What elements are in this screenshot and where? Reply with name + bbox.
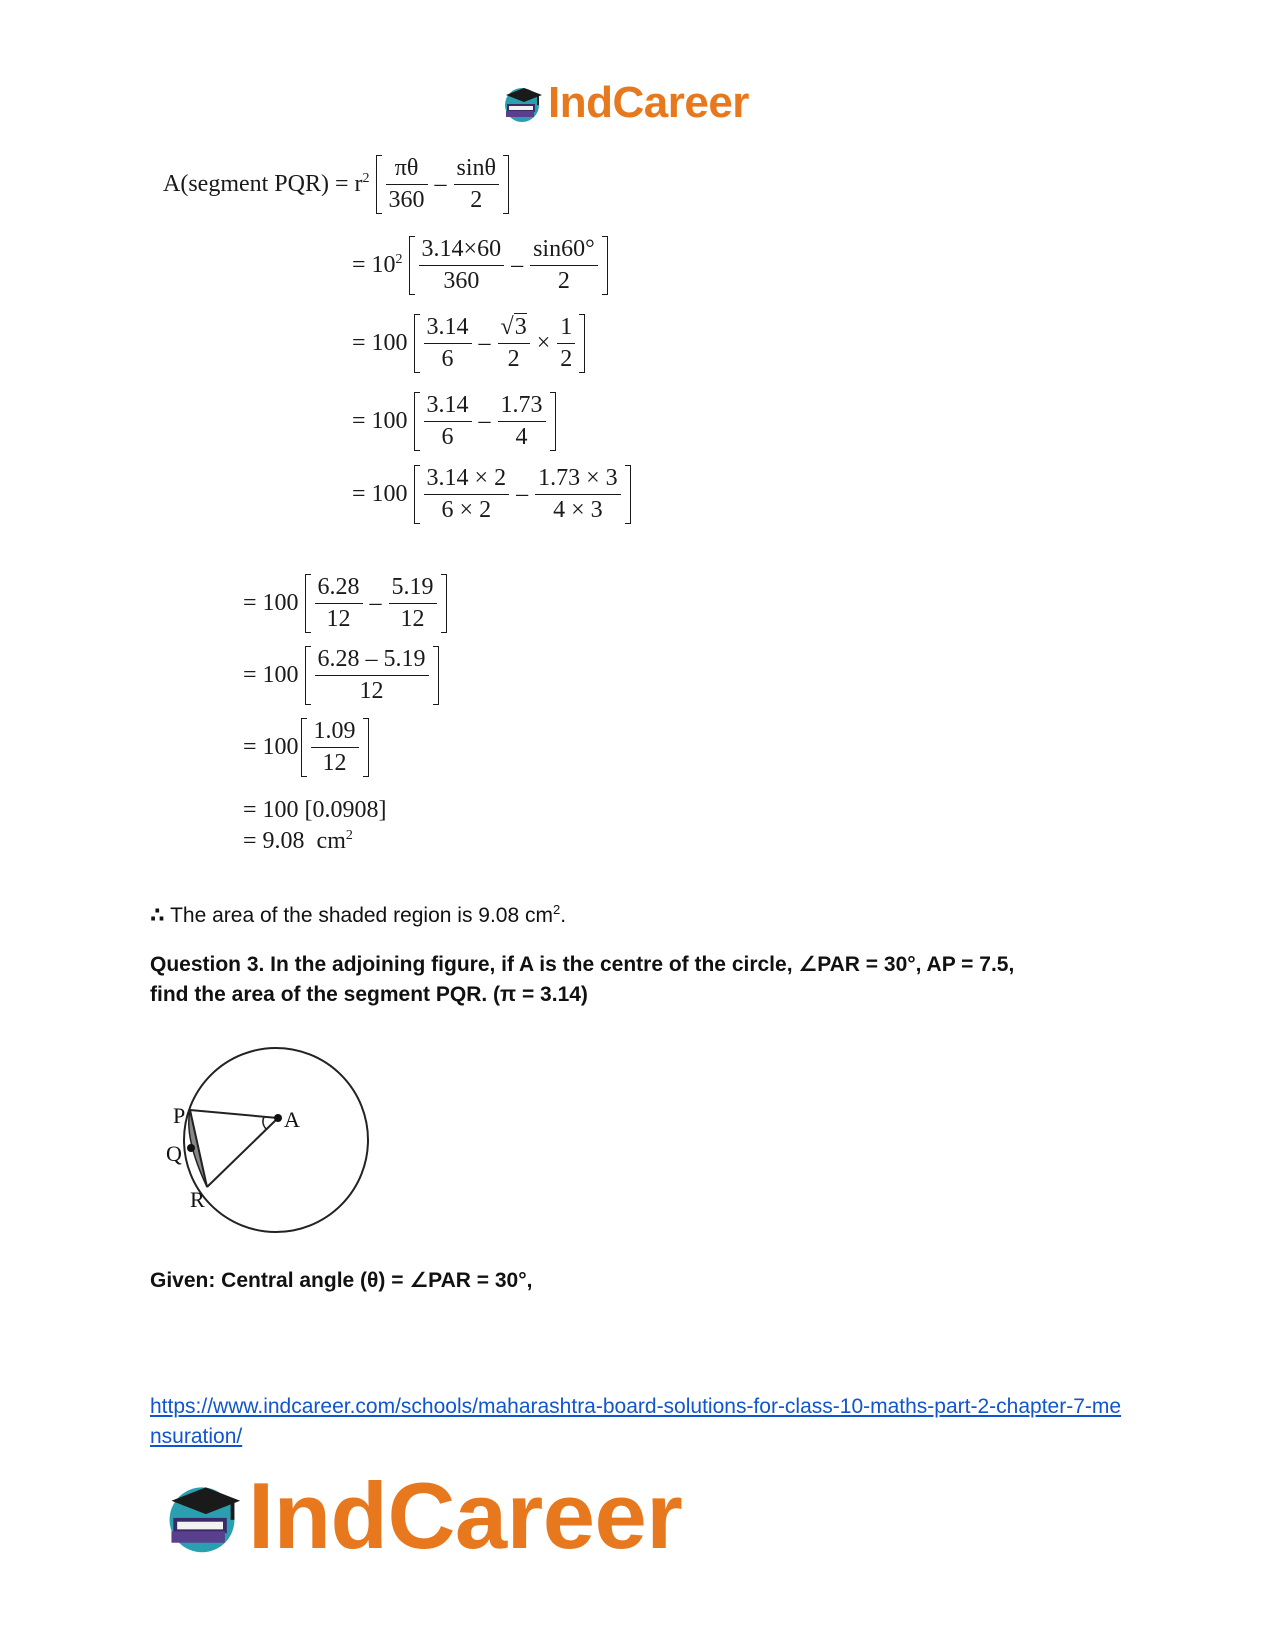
circle-figure (160, 1035, 390, 1245)
question-line-1: Question 3. In the adjoining figure, if A is the centre of the circle, ∠PAR = 30°, AP = 7.5, (150, 953, 1015, 976)
header-logo (500, 78, 749, 128)
equation-line-6 (243, 574, 447, 633)
equation-line-10: = 9.08 cm $^2$ (243, 827, 353, 854)
equation-line-7 (243, 646, 439, 705)
fraction: $\frac{\pi\theta}{360}$ (386, 155, 428, 214)
logo-text: IndCareer (548, 78, 749, 127)
equation-line-5 (352, 465, 631, 524)
lhs: = 100 (352, 330, 408, 356)
circle-outline (184, 1048, 368, 1232)
graduation-cap-icon (500, 83, 544, 123)
fraction: $\frac{\sin 60^\circ}{2}$ (530, 236, 598, 295)
source-link[interactable]: https://www.indcareer.com/schools/maharashtra-board-solutions-for-class-10-maths-part-2-chapter-7-mensuration/ (150, 1395, 1122, 1448)
fraction: $\frac{6.28 - 5.19}{12}$ (315, 646, 429, 705)
fraction: $\frac{5.19}{12}$ (389, 574, 437, 633)
lhs: = 100 (352, 408, 408, 434)
equation-line-1 (163, 155, 509, 214)
bracket: $\frac{3.14}{6}$ – $\frac{1.73}{4}$ (414, 392, 556, 451)
fraction: $\frac{1.73 \times 3}{4 \times 3}$ (535, 465, 621, 524)
label-p: P (173, 1103, 186, 1128)
lhs: = 100 (352, 481, 408, 507)
question-line-2: find the area of the segment PQR. (π = 3.14) (150, 983, 588, 1006)
lhs: = 100 (243, 662, 299, 688)
bracket (305, 646, 439, 705)
fraction: $\frac{1}{2}$ (557, 314, 575, 373)
bracket (301, 718, 369, 777)
angle-arc (263, 1117, 266, 1129)
fraction: $\frac{3.14}{6}$ (424, 314, 472, 373)
bracket: $\frac{\pi\theta}{360}$ – $\frac{\sin\theta}{2}$ (376, 155, 510, 214)
equation-line-4 (352, 392, 556, 451)
bracket: $\frac{3.14 \times 2}{6 \times 2}$ – $\frac{1.73 \times 3}{4 \times 3}$ (414, 465, 631, 524)
equation-line-8 (243, 718, 369, 777)
fraction: $\frac{3.14}{6}$ (424, 392, 472, 451)
question-heading (150, 950, 1014, 1010)
logo-text: IndCareer (248, 1463, 683, 1568)
equation-line-3 (352, 314, 585, 373)
lhs: = $10^2$ (352, 252, 403, 278)
given-text: Given: Central angle (θ) = ∠PAR = 30°, (150, 1269, 533, 1292)
label-q: Q (166, 1141, 182, 1166)
fraction: $\frac{√3}{2}$ (498, 314, 530, 373)
point-q (187, 1144, 195, 1152)
footer-logo (160, 1462, 682, 1570)
centre-point (274, 1114, 282, 1122)
equation-line-2 (352, 236, 608, 295)
fraction: $\frac{6.28}{12}$ (315, 574, 363, 633)
fraction: $\frac{3.14\times 60}{360}$ (419, 236, 505, 295)
graduation-cap-icon (160, 1476, 244, 1556)
bracket: $\frac{3.14\times 60}{360}$ – $\frac{\sin 60^\circ}{2}$ (409, 236, 608, 295)
label-a: A (284, 1107, 300, 1132)
fraction: $\frac{1.73}{4}$ (498, 392, 546, 451)
label-r: R (190, 1187, 205, 1212)
bracket: $\frac{3.14}{6}$ – $\frac{√3}{2}$ × $\frac{1}{2}$ (414, 314, 586, 373)
fraction: $\frac{3.14 \times 2}{6 \times 2}$ (424, 465, 510, 524)
lhs: = 100 (243, 734, 299, 760)
radius-ar (207, 1118, 278, 1187)
radius-ap (190, 1110, 278, 1118)
fraction: $\frac{\sin\theta}{2}$ (454, 155, 500, 214)
bracket: $\frac{6.28}{12}$ – $\frac{5.19}{12}$ (305, 574, 447, 633)
equation-line-9: = 100 [0.0908] (243, 797, 387, 823)
fraction: $\frac{1.09}{12}$ (311, 718, 359, 777)
lhs: A(segment $PQR) = r^2$ (163, 171, 370, 197)
lhs: = 100 (243, 590, 299, 616)
conclusion-text: ∴ The area of the shaded region is 9.08 $cm^2$. (150, 902, 567, 927)
